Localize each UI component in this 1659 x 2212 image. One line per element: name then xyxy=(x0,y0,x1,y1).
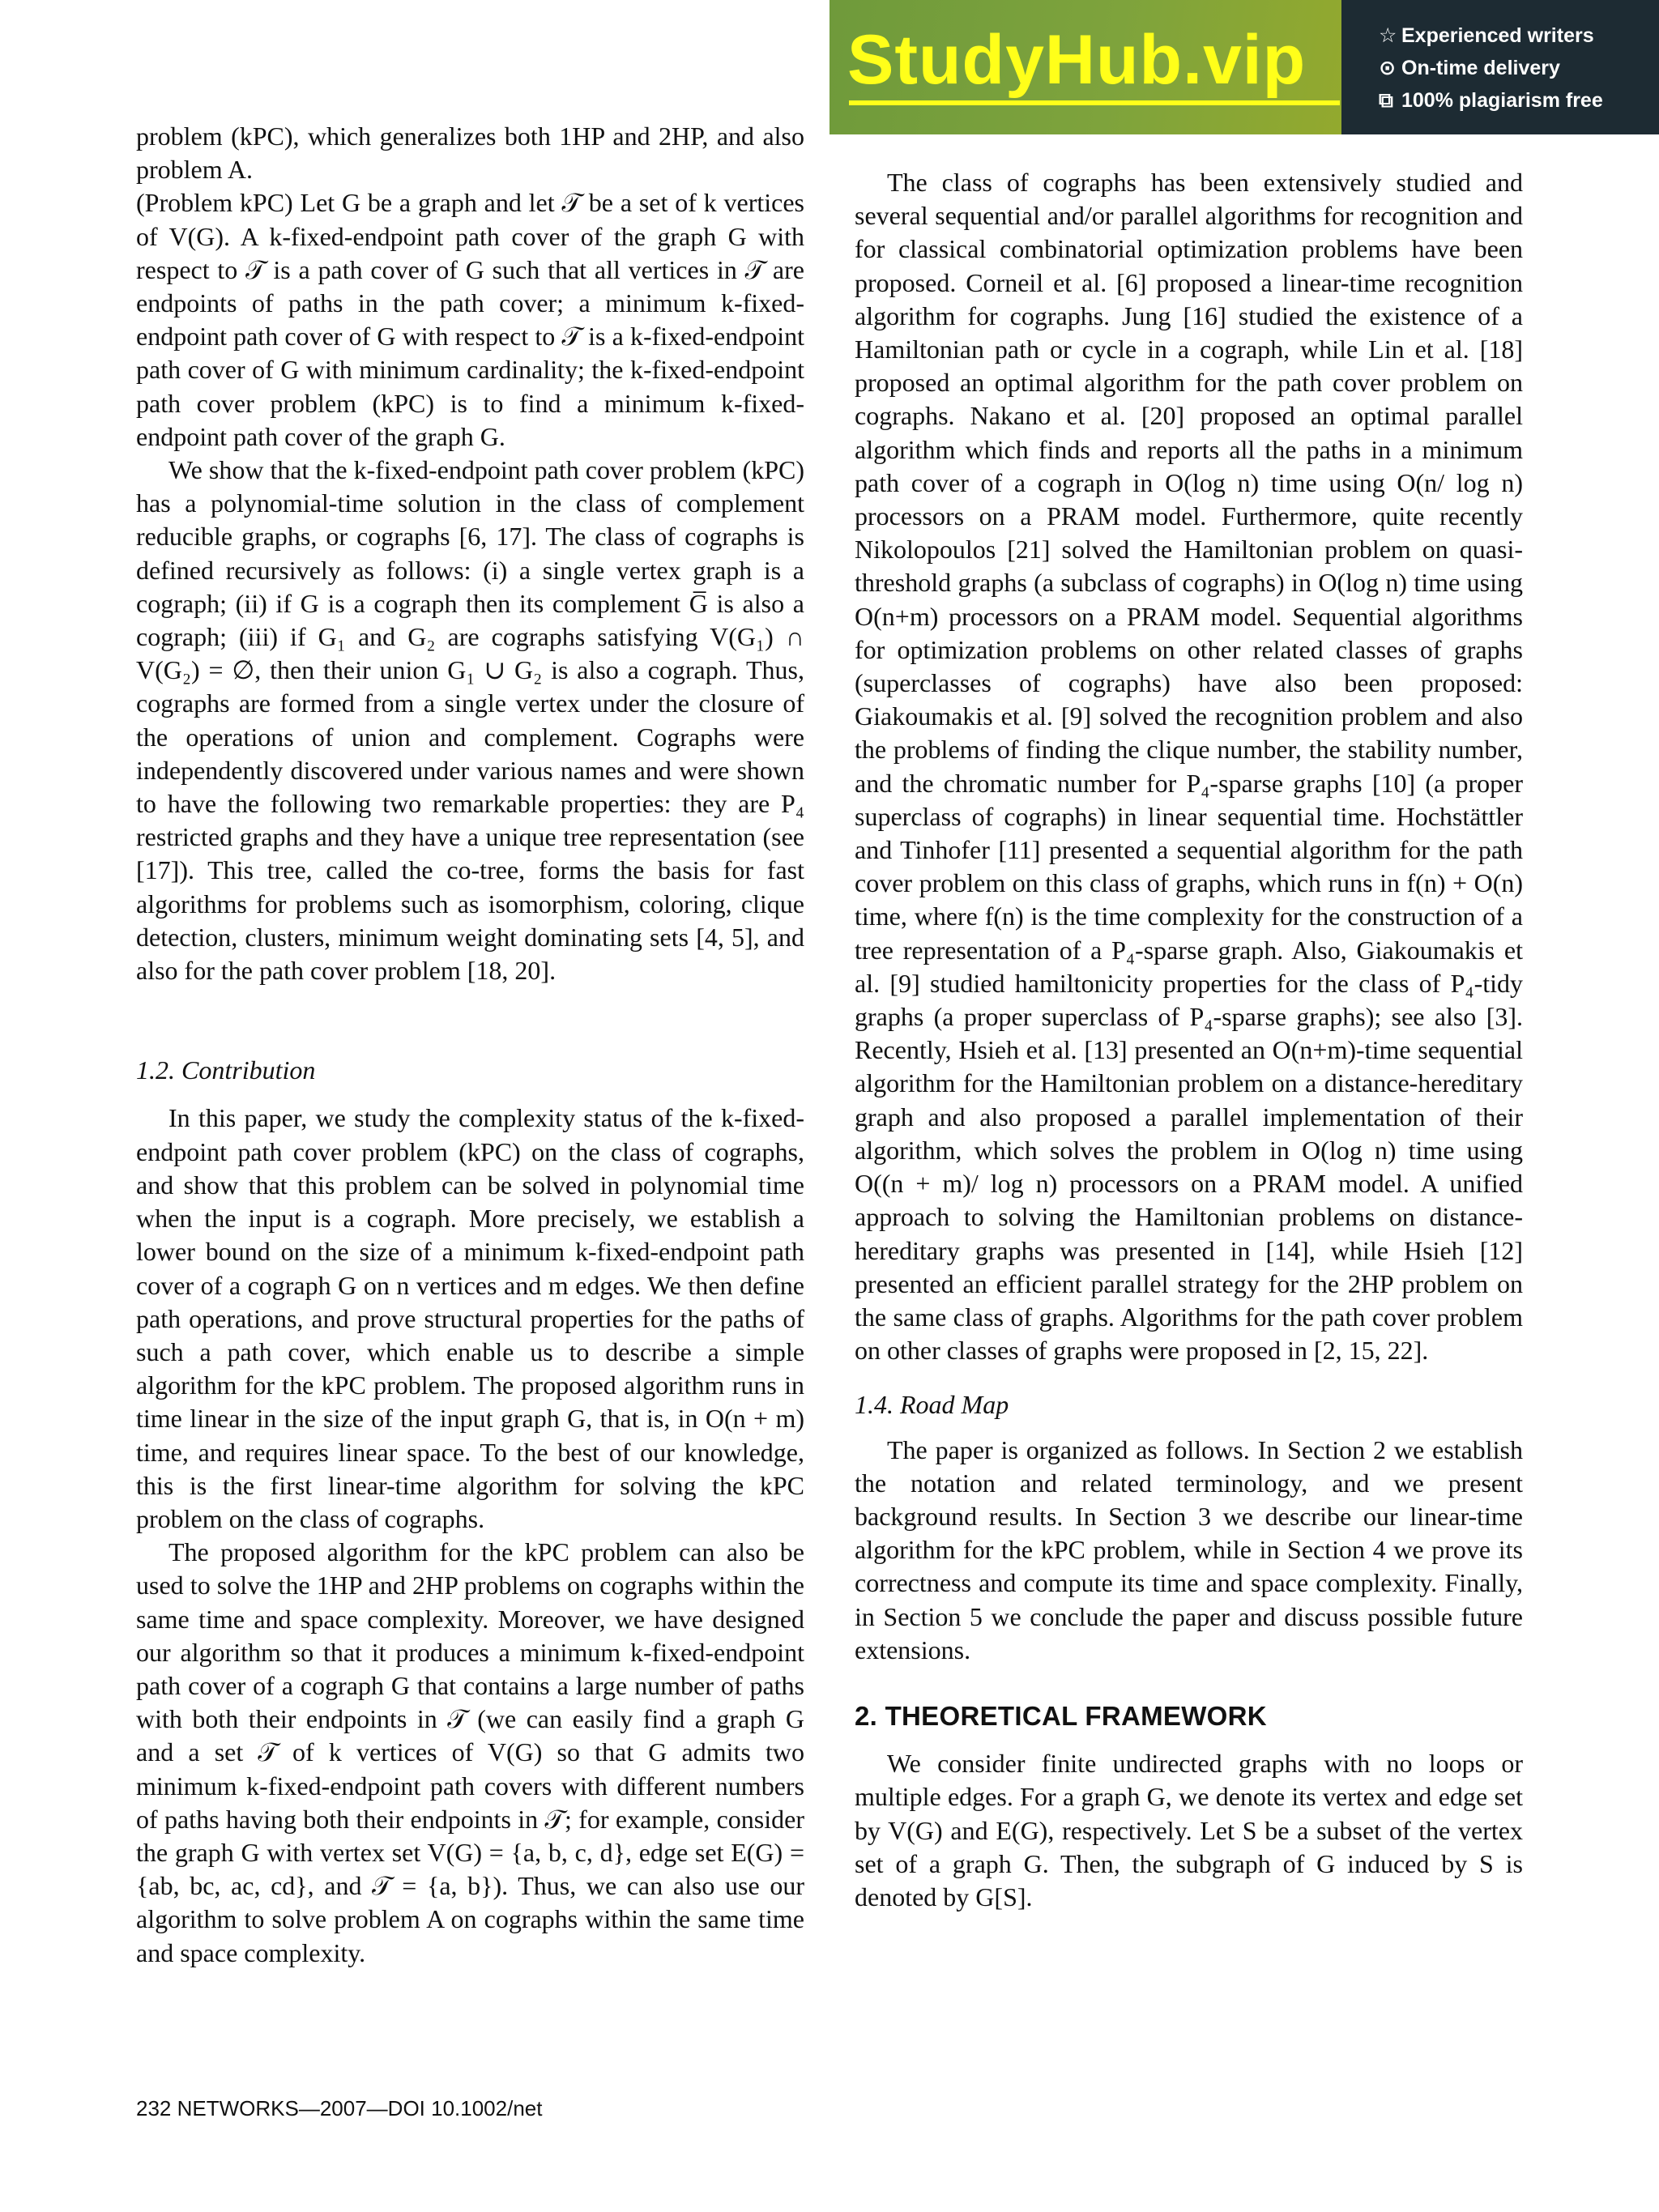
feature-list xyxy=(1379,19,1603,117)
section-heading-theoretical-framework: 2. THEORETICAL FRAMEWORK xyxy=(855,1700,1267,1731)
paragraph: (Problem kPC) Let G be a graph and let 𝒯 be a set of k vertices of V(G). A k-fixed-endpoint path cover of the graph G with respect to 𝒯 is a path cover of G such that all vertices in 𝒯 are endpoints of paths in the path cover; a minimum k-fixed-endpoint path cover of G with respect to 𝒯 is a k-fixed-endpoint path cover of G with minimum cardinality; the k-fixed-endpoint path cover problem (kPC) is to find a minimum k-fixed-endpoint path cover of the graph G. xyxy=(136,188,804,451)
paragraph: We consider finite undirected graphs with no loops or multiple edges. For a graph G, we denote its vertex and edge set by V(G) and E(G), respectively. Let S be a subset of the vertex set of a graph G. Then, the subgraph of G induced by S is denoted by G[S]. xyxy=(855,1749,1523,1912)
paragraph: We show that the k-fixed-endpoint path cover problem (kPC) has a polynomial-time solution in the class of complement reducible graphs, or cographs [6, 17]. The class of cographs is defined recursively as follows: (i) a single vertex graph is a cograph; (ii) if G is a cograph then its complement G̅ is also a cograph; (iii) if G₁ and G₂ are cographs satisfying V(G₁) ∩ V(G₂) = ∅, then their union G₁ ∪ G₂ is also a cograph. Thus, cographs are formed from a single vertex under the closure of the operations of union and complement. Cographs were independently discovered under various names and were shown to have the following two remarkable properties: they are P₄ restricted graphs and they have a unique tree representation (see [17]). This tree, called the co-tree, forms the basis for fast algorithms for problems such as isomorphism, coloring, clique detection, clusters, minimum weight dominating sets [4, 5], and also for the path cover problem [18, 20]. xyxy=(136,455,804,986)
feature-on-time-delivery xyxy=(1379,52,1603,84)
logo-underline xyxy=(849,100,1340,105)
paragraph: The proposed algorithm for the kPC problem can also be used to solve the 1HP and 2HP problems on cographs within the same time and space complexity. Moreover, we have designed our algorithm so that it produces a minimum k-fixed-endpoint path cover of a cograph G that contains a large number of paths with both their endpoints in 𝒯 (we can easily find a graph G and a set 𝒯 of k vertices of V(G) so that G admits two minimum k-fixed-endpoint path covers with different numbers of paths having both their endpoints in 𝒯; for example, consider the graph G with vertex set V(G) = {a, b, c, d}, edge set E(G) = {ab, bc, ac, cd}, and 𝒯 = {a, b}). Thus, we can also use our algorithm to solve problem A on cographs within the same time and space complexity. xyxy=(136,1537,804,1967)
right-column xyxy=(855,166,1523,1914)
copy-icon: ⧉ xyxy=(1379,89,1393,112)
feature-label: Experienced writers xyxy=(1401,24,1594,47)
feature-label: On-time delivery xyxy=(1401,57,1560,79)
feature-label: 100% plagiarism free xyxy=(1401,89,1603,112)
page-footer: 232 NETWORKS—2007—DOI 10.1002/net xyxy=(136,2096,543,2120)
feature-plagiarism-free xyxy=(1379,84,1603,117)
studyhub-logo: StudyHub.vip xyxy=(847,21,1307,99)
subsection-heading-road-map: 1.4. Road Map xyxy=(855,1390,1009,1420)
paragraph: The paper is organized as follows. In Section 2 we establish the notation and related terminology, and we present background results. In Section 3 we describe our linear-time algorithm for the kPC problem, while in Section 4 we prove its correctness and compute its time and space complexity. Finally, in Section 5 we conclude the paper and discuss possible future extensions. xyxy=(855,1434,1523,1664)
paragraph: problem (kPC), which generalizes both 1HP and 2HP, and also problem A. xyxy=(136,121,804,185)
subsection-heading-contribution: 1.2. Contribution xyxy=(136,1055,316,1085)
paragraph: The class of cographs has been extensively studied and several sequential and/or parallel algorithms for recognition and for classical combinatorial optimization problems have been proposed. Corneil et al. [6] proposed a linear-time recognition algorithm for cographs. Jung [16] studied the existence of a Hamiltonian path or cycle in a cograph, while Lin et al. [18] proposed an optimal algorithm for the path cover problem on cographs. Nakano et al. [20] proposed an optimal parallel algorithm which finds and reports all the paths in a minimum path cover of a cograph in O(log n) time using O(n/ log n) processors on a PRAM model. Furthermore, quite recently Nikolopoulos [21] solved the Hamiltonian problem on quasi-threshold graphs (a subclass of cographs) in O(log n) time using O(n+m) processors on a PRAM model. Sequential algorithms for optimization problems on other related classes of graphs (superclasses of cographs) have also been proposed: Giakoumakis et al. [9] solved the recognition problem and also the problems of finding the clique number, the stability number, and the chromatic number for P₄-sparse graphs [10] (a proper superclass of cographs) in linear sequential time. Hochstättler and Tinhofer [11] presented a sequential algorithm for the path cover problem on this class of graphs, which runs in f(n) + O(n) time, where f(n) is the time complexity for the construction of a tree representation of a P₄-sparse graph. Also, Giakoumakis et al. [9] studied hamiltonicity properties for the class of P₄-tidy graphs (a proper superclass of P₄-sparse graphs); see also [3]. Recently, Hsieh et al. [13] presented an O(n+m)-time sequential algorithm for the Hamiltonian problem on a distance-hereditary graph and also proposed a parallel implementation of their algorithm, which solves the problem in O(log n) time using O((n + m)/ log n) processors on a PRAM model. A unified approach to solving the Hamiltonian problems on distance-hereditary graphs was presented in [14], while Hsieh [12] presented an efficient parallel strategy for the 2HP problem on the same class of graphs. Algorithms for the path cover problem on other classes of graphs were proposed in [2, 15, 22]. xyxy=(855,168,1523,1366)
feature-experienced-writers xyxy=(1379,19,1603,52)
paragraph: In this paper, we study the complexity status of the k-fixed-endpoint path cover problem (kPC) on the class of cographs, and show that this problem can be solved in polynomial time when the input is a cograph. More precisely, we establish a lower bound on the size of a minimum k-fixed-endpoint path cover of a cograph G on n vertices and m edges. We then define path operations, and prove structural properties for the paths of such a path cover, which enable us to describe a simple algorithm for the kPC problem. The proposed algorithm runs in time linear in the size of the input graph G, that is, in O(n + m) time, and requires linear space. To the best of our knowledge, this is the first linear-time algorithm for solving the kPC problem on the class of cographs. xyxy=(136,1103,804,1533)
star-icon: ☆ xyxy=(1379,24,1397,47)
studyhub-banner[interactable] xyxy=(830,0,1659,134)
left-column xyxy=(136,120,804,1970)
clock-icon: ⊙ xyxy=(1379,57,1396,79)
